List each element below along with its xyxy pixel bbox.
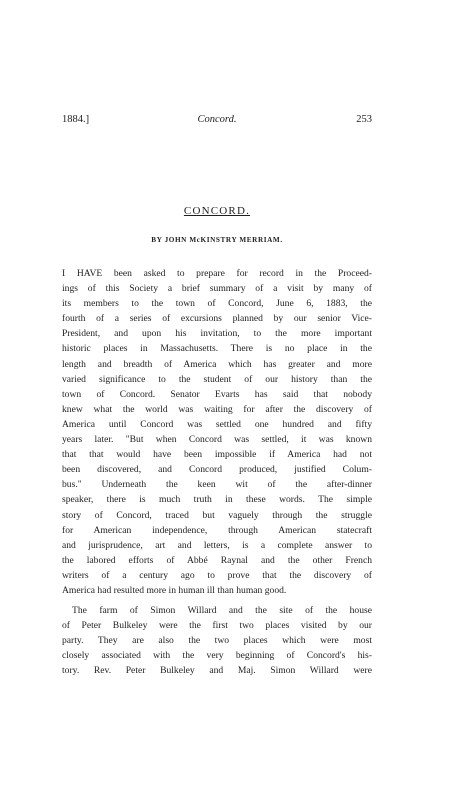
text-line: that that would have been impossible if America had not: [62, 449, 372, 461]
text-line: story of Concord, traced but vaguely through the struggle: [62, 509, 372, 521]
text-line: the labored efforts of Abbé Raynal and the other French: [62, 554, 372, 566]
text-line: its members to the town of Concord, June 6, 1883, the: [62, 298, 372, 310]
article-byline: BY JOHN McKINSTRY MERRIAM.: [151, 236, 283, 244]
text-line: The farm of Simon Willard and the site of the house: [72, 605, 372, 617]
text-line: bus." Underneath the keen wit of the after-dinner: [62, 479, 372, 491]
text-line: I HAVE been asked to prepare for record in the Proceed-: [62, 268, 372, 279]
paragraph-2: [62, 603, 372, 678]
text-line: for American independence, through American statecraft: [62, 524, 372, 536]
article-body: [62, 266, 372, 679]
article-title: CONCORD.: [183, 205, 251, 217]
text-line: length and breadth of America which has greater and more: [62, 358, 372, 370]
text-line: speaker, there is much truth in these words. The simple: [62, 494, 372, 506]
header-title: Concord.: [197, 114, 237, 125]
text-line: town of Concord. Senator Evarts has said that nobody: [62, 388, 372, 400]
text-line: fourth of a series of excursions planned by our senior Vice-: [62, 313, 372, 325]
paragraph-1: [62, 266, 372, 598]
text-line: party. They are also the two places which were most: [62, 635, 372, 647]
text-line: and jurisprudence, art and letters, is a complete answer to: [62, 539, 372, 551]
running-header: [62, 114, 372, 130]
text-line: tory. Rev. Peter Bulkeley and Maj. Simon Willard were: [62, 665, 372, 677]
text-line: writers of a century ago to prove that the discovery of: [62, 569, 372, 581]
text-line: years later. "But when Concord was settled, it was known: [62, 434, 372, 446]
text-line: of Peter Bulkeley were the first two places visited by our: [62, 620, 372, 632]
text-line: knew what the world was waiting for after the discovery of: [62, 403, 372, 415]
page-number: 253: [356, 114, 372, 125]
header-year: 1884.]: [62, 114, 90, 125]
text-line: America had resulted more in human ill than human good.: [62, 584, 287, 596]
text-line: President, and upon his invitation, to the more important: [62, 328, 372, 340]
text-line: been discovered, and Concord produced, justified Colum-: [62, 464, 372, 476]
text-line: historic places in Massachusetts. There is no place in the: [62, 343, 372, 355]
text-line: America until Concord was settled one hundred and fifty: [62, 418, 372, 430]
text-line: closely associated with the very beginning of Concord's his-: [62, 650, 372, 662]
text-line: varied significance to the student of our history than the: [62, 373, 372, 385]
text-line: ings of this Society a brief summary of a visit by many of: [62, 283, 372, 295]
